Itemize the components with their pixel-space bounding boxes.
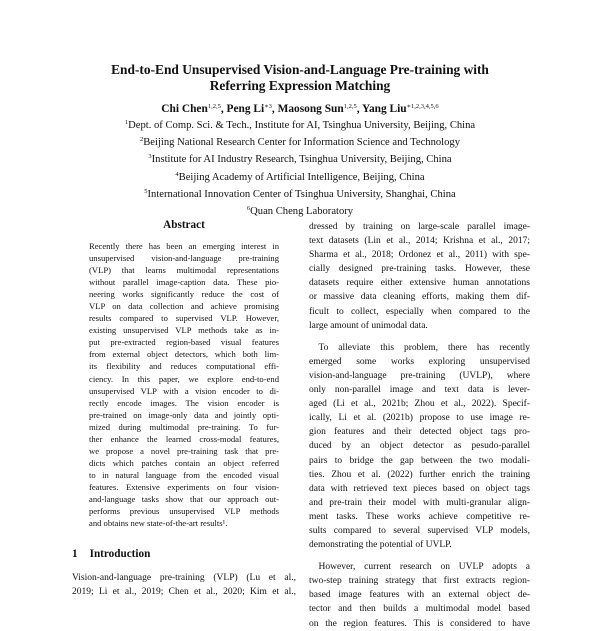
- section-heading-introduction: [72, 548, 150, 560]
- paragraph-3-line: tector and then builds a multimodal model based: [309, 604, 530, 615]
- paragraph-2-line: gion features and their detected object tags pro-: [309, 427, 530, 438]
- paragraph-3-line: on the region features. This is considered to have: [309, 618, 530, 629]
- section-title: Introduction: [89, 548, 151, 560]
- abstract-line: rectly encode images. The vision encoder is: [89, 397, 279, 408]
- paragraph-2-line: duced by an object detector as pesudo-parallel: [309, 441, 530, 452]
- author-name: Maosong Sun: [277, 103, 344, 115]
- abstract-line: pre-trained on image-only data and jointly opti-: [89, 409, 279, 420]
- paragraph-1-line: datasets require either extensive human annotations: [309, 278, 530, 289]
- abstract-line: to in natural language from the encoded visual: [89, 469, 279, 480]
- abstract-body: [89, 240, 279, 529]
- paragraph-1-line: text datasets (Lin et al., 2014; Krishna et al., 2017;: [309, 236, 530, 247]
- affiliation-list: [40, 116, 560, 219]
- affiliation-line: [40, 168, 560, 185]
- abstract-line: and-language tasks show that our approach out-: [89, 493, 279, 504]
- abstract-line: VLP on data collection and achieve promising: [89, 301, 279, 312]
- paragraph-2-line: aged (Li et al., 2021b; Zhou et al., 2022). Specif-: [309, 399, 530, 410]
- title-line-2: Referring Expression Matching: [209, 78, 391, 93]
- affiliation-line: [40, 202, 560, 219]
- author-affiliation-marker: 1,2,5: [343, 103, 357, 110]
- author-affiliation-marker: ∗3: [264, 103, 272, 110]
- paragraph-gap: [309, 552, 530, 560]
- abstract-line: ciency. In this paper, we explore end-to-end: [89, 373, 279, 384]
- paragraph-2-line: and pre-train their model with multi-granular align-: [309, 497, 530, 508]
- affiliation-marker: 6: [246, 205, 251, 213]
- abstract-heading: Abstract: [163, 219, 205, 231]
- affiliation-line: [40, 116, 560, 133]
- affiliation-marker: 2: [139, 136, 144, 144]
- paragraph-2-line: pairs to bridge the gap between the two modali-: [309, 455, 530, 466]
- affiliation-line: [40, 185, 560, 202]
- abstract-line: unsupervised VLP with a vision encoder to di-: [89, 385, 279, 396]
- affiliation-marker: 4: [175, 170, 179, 178]
- paragraph-gap: [309, 333, 530, 341]
- abstract-line: put pre-extracted region-based visual features: [89, 337, 279, 348]
- abstract-line: features. Extensive experiments on four vision-: [89, 481, 279, 492]
- affiliation-line: [40, 133, 560, 150]
- abstract-line: dicts which patches contain an object referred: [89, 457, 279, 468]
- introduction-line: 2019; Li et al., 2019; Chen et al., 2020; Kim et al.,: [72, 587, 296, 598]
- affiliation-marker: 5: [144, 187, 148, 195]
- paragraph-2-line: vision-and-language pre-training (UVLP), where: [309, 370, 530, 381]
- paragraph-3-line: based image features with an external object de-: [309, 590, 530, 601]
- abstract-line: existing unsupervised VLP methods take as in-: [89, 325, 279, 336]
- affiliation-text: Institute for AI Industry Research, Tsinghua University, Beijing, China: [151, 154, 452, 166]
- author-name: Peng Li: [226, 103, 265, 115]
- affiliation-text: International Innovation Center of Tsinghua University, Shanghai, China: [147, 188, 456, 200]
- abstract-line: its flexibility and reduces computational effi-: [89, 361, 279, 372]
- abstract-line: ther enhance the learned cross-modal features,: [89, 433, 279, 444]
- introduction-left-text: [72, 571, 296, 599]
- abstract-line: mized during multimodal pre-training. To fur-: [89, 421, 279, 432]
- paragraph-1-line: ficult to collect, especially when compared to the: [309, 306, 530, 317]
- paragraph-1-line: Sharma et al., 2018; Ordonez et al., 2011) with spe-: [309, 250, 530, 261]
- paragraph-1-line: large amount of unimodal data.: [309, 320, 428, 331]
- abstract-line: results compared to supervised VLP. However,: [89, 313, 279, 324]
- abstract-line: performs previous unsupervised VLP methods: [89, 506, 279, 517]
- paragraph-1-line: dressed by training on large-scale parallel image-: [309, 222, 530, 232]
- paragraph-1-line: cially designed pre-training tasks. However, these: [309, 264, 530, 275]
- author-list: Chi Chen$^{1,2,5}$, Peng $Li^{∗3}$, Maosong Sun$^{1,2,5}$, Yang Liu$^{∗1,2,3,4,5,6}$: [161, 103, 439, 115]
- author-affiliation-marker: ∗1,2,3,4,5,6: [406, 103, 439, 110]
- affiliation-text: Beijing National Research Center for Information Science and Technology: [143, 137, 461, 149]
- abstract-line: (VLP) that learns multimodal representations: [89, 265, 279, 276]
- paragraph-2-line: data with retrieved text pieces based on object tags: [309, 483, 530, 494]
- abstract-line: neering works significantly reduce the cost of: [89, 289, 279, 300]
- section-number: 1: [72, 548, 78, 560]
- author-name: Yang Liu: [362, 103, 407, 115]
- paragraph-2-line: sults compared to several supervised VLP models,: [309, 525, 530, 536]
- paper-title: [40, 62, 560, 94]
- abstract-line: without parallel image-caption data. These pio-: [89, 277, 279, 288]
- affiliation-text: Beijing Academy of Artificial Intelligence, Beijing, China: [178, 171, 425, 183]
- abstract-line: we propose a novel pre-training task that pre-: [89, 445, 279, 456]
- author-name: Chi Chen: [161, 103, 208, 115]
- introduction-line: Vision-and-language pre-training (VLP) (Lu et al.,: [72, 573, 296, 583]
- paragraph-3-line: two-step training strategy that first extracts region-: [309, 576, 530, 587]
- affiliation-text: Quan Cheng Laboratory: [250, 206, 354, 218]
- paragraph-2-line: ically, Li et al. (2021b) propose to use image re-: [309, 413, 530, 424]
- paragraph-3-line: However, current research on UVLP adopts a: [309, 562, 530, 573]
- affiliation-text: Dept. of Comp. Sci. & Tech., Institute for AI, Tsinghua University, Beijing, China: [128, 120, 476, 131]
- paragraph-1-line: or massive data cleaning efforts, making them dif-: [309, 292, 530, 303]
- paragraph-2-line: only non-parallel image and text data is lever-: [309, 385, 530, 396]
- abstract-line: Recently there has been an emerging interest in: [89, 241, 279, 251]
- abstract-line: unsupervised vision-and-language pre-training: [89, 253, 279, 264]
- paragraph-2-line: To alleviate this problem, there has recently: [309, 342, 530, 353]
- paragraph-2-line: ment tasks. These works achieve competitive re-: [309, 511, 530, 522]
- abstract-line: and obtains new state-of-the-art results¹.: [89, 518, 228, 529]
- right-column-text: [309, 220, 530, 631]
- abstract-line: from external object detectors, which both lim-: [89, 349, 279, 360]
- paragraph-2-line: demonstrating the potential of UVLP.: [309, 540, 452, 551]
- author-affiliation-marker: 1,2,5: [207, 103, 221, 110]
- affiliation-marker: 1: [124, 119, 129, 126]
- affiliation-line: [40, 150, 560, 167]
- paragraph-2-line: emerged some works exploring unsupervised: [309, 356, 530, 367]
- title-line-1: End-to-End Unsupervised Vision-and-Language Pre-training with: [111, 62, 489, 77]
- affiliation-marker: 3: [148, 153, 152, 161]
- paragraph-2-line: ties. Zhou et al. (2022) further enrich the training: [309, 469, 530, 480]
